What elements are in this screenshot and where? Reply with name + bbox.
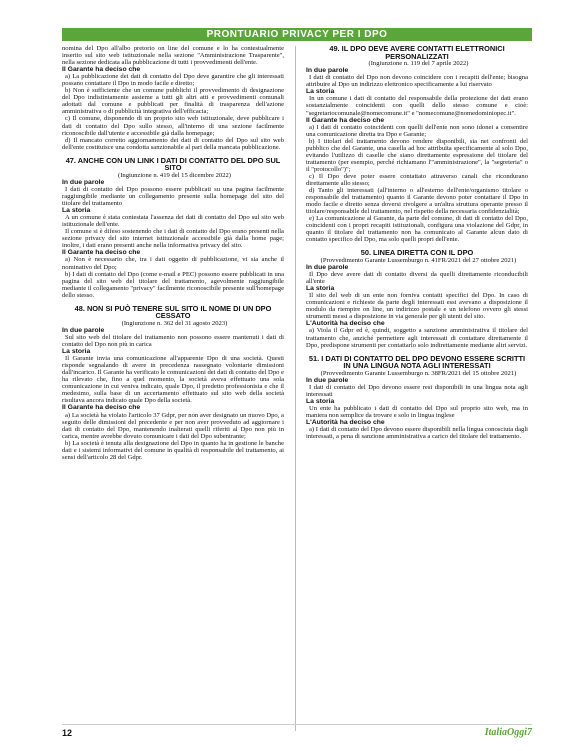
section-47-garante-heading: Il Garante ha deciso che <box>62 249 141 257</box>
section-49-storia: In un comune i dati di contatto del responsabile della protezione dei dati erano sostanzialmente coincidenti con quelli dello stesso comune e cioè: "segretariocomunale@nomecomune.it" e "nomecomune@nomedominiopec.it". <box>306 95 528 117</box>
section-47-in-due-parole-heading: In due parole <box>62 178 105 186</box>
section-51-ref: (Provvedimento Garante Lussemburgo n. 38FR/2021 del 15 ottobre 2021) <box>320 369 517 377</box>
section-48-in-due-parole: Sul sito web del titolare del trattamento non possono essere mantenuti i dati di contatto del Dpo non più in carica <box>62 334 284 349</box>
section-48-title: 48. NON SI PUÒ TENERE SUL SITO IL NOME DI UN DPO CESSATO <box>74 303 272 321</box>
section-50-in-due-parole: Il Dpo deve avere dati di contatto diversi da quelli direttamente riconducibili all'ente <box>306 271 528 286</box>
section-50-storia-heading: La storia <box>306 285 335 293</box>
section-47-in-due-parole: I dati di contatto del Dpo possono essere pubblicati su una pagina facilmente raggiungibile mediante un collegamento presente sulla homepage del sito del titolare del trattamento <box>62 185 284 208</box>
intro-item: c) Il comune, disponendo di un proprio sito web istituzionale, deve pubblicare i dati di contatto del Dpo sullo stesso, all'interno di una sezione facilmente riconoscibile dall'utente e accessibile già dalla homepage; <box>62 115 284 137</box>
section-48-in-due-parole-heading: In due parole <box>62 326 105 334</box>
section-50-in-due-parole-heading: In due parole <box>306 264 349 272</box>
intro-item: d) Il mancato corretto aggiornamento dei dati di contatto del Dpo sul sito web dell'ente costituisce una condotta sanzionabile al pari della mancata pubblicazione. <box>62 136 284 151</box>
section-51-garante-heading: L'Autorità ha deciso che <box>306 419 385 427</box>
section-51-storia: Un ente ha pubblicato i dati di contatto del Dpo sul proprio sito web, ma in maniera non semplice da trovare e solo in lingua inglese <box>306 405 528 420</box>
intro-paragraph: nomina del Dpo all'albo pretorio on line del comune e lo ha contestualmente inserito sul sito web istituzionale nella sezione "Amministrazione Trasparente", nella sezione dedicata alla pubblicazione di tutti i provvedimenti dell'ente. <box>62 45 284 67</box>
page-header-banner: PRONTUARIO PRIVACY PER I DPO <box>62 28 532 41</box>
section-49-garante-item: d) Tanto gli interessati (all'interno o all'esterno dell'ente/organismo titolare o responsabile del trattamento) quanto il Garante devono poter contattare il Dpo in modo facile e diretto senza doversi rivolgere a un'altra struttura operante presso il titolare/responsabile del trattamento, nel rispetto della necessaria confidenzialità; <box>306 187 528 216</box>
publication-logo: ItaliaOggi7 <box>484 727 532 738</box>
left-column <box>62 45 284 461</box>
section-47-ref: (Ingiunzione n. 419 del 15 dicembre 2022) <box>118 171 231 179</box>
section-48-garante-item: a) La società ha violato l'articolo 37 Gdpr, per non aver designato un nuovo Dpo, a seguito delle dimissioni del precedente e per non aver provveduto ad aggiornare i dati di contatto del Dpo, mantenendo inalterati quelli riferiti al Dpo non più in carica, mentre avrebbe dovuto comunicare i dati del Dpo subentrante; <box>62 411 284 440</box>
intro-garante-heading: Il Garante ha deciso che <box>62 66 141 74</box>
section-51-title: 51. I DATI DI CONTATTO DEL DPO DEVONO ESSERE SCRITTI IN UNA LINGUA NOTA AGLI INTERESSATI <box>308 353 526 371</box>
section-47-storia-heading: La storia <box>62 207 91 215</box>
section-50-garante-heading: L'Autorità ha deciso che <box>306 320 385 328</box>
section-49-in-due-parole-heading: In due parole <box>306 67 349 75</box>
section-49-title: 49. IL DPO DEVE AVERE CONTATTI ELETTRONICI PERSONALIZZATI <box>329 44 505 61</box>
section-50-ref: (Provvedimento Garante Lussemburgo n. 41FR/2021 del 27 ottobre 2021) <box>320 257 517 264</box>
page-number: 12 <box>62 728 73 738</box>
section-49-garante-item: b) I titolari del trattamento devono rendere disponibili, sia nei confronti del pubblico che del Garante, una casella ad hoc attribuita specificamente al solo Dpo, evitando l'utilizzo di caselle che siano direttamente espressione del titolare del trattamento (per esempio, perché richiamano l'"amministrazione", la "segreteria" o il "protocollo")"; <box>306 137 528 173</box>
section-47-title: 47. ANCHE CON UN LINK I DATI DI CONTATTO DEL DPO SUL SITO <box>65 155 281 173</box>
section-51-in-due-parole: I dati di contatto del Dpo devono essere resi disponibili in una lingua nota agli interessati <box>306 383 528 398</box>
section-49-storia-heading: La storia <box>306 88 335 96</box>
section-48-garante-heading: Il Garante ha deciso che <box>62 404 141 412</box>
section-48-storia-heading: La storia <box>62 348 91 356</box>
section-47-storia: Il comune si è difeso sostenendo che i dati di contatto del Dpo erano presenti nella sezione privacy del sito internet istituzionale accessibile già dalla home page; inoltre, i dati erano presenti anche nella informativa privacy del sito. <box>62 228 284 250</box>
section-49-garante-heading: Il Garante ha deciso che <box>306 116 385 124</box>
intro-item: a) La pubblicazione dei dati di contatto del Dpo deve garantire che gli interessati possano contattare il Dpo in modo facile e diretto; <box>62 73 284 88</box>
section-47-garante-item: b) I dati di contatto del Dpo (come e-mail e PEC) possono essere pubblicati in una pagina del sito web del titolare del trattamento, agevolmente raggiungibile mediante il collegamento "privacy" facilmente riconoscibile presente sull'homepage dello stesso. <box>62 270 284 299</box>
section-51-storia-heading: La storia <box>306 397 335 405</box>
section-49-garante-item: e) La comunicazione al Garante, da parte del comune, di dati di contatto del Dpo, coincidenti con i propri recapiti istituzionali, configura una violazione del Gdpr, in quanto il titolare del trattamento non ha comunicato al Garante alcun dato di contatto specifico del Dpo, ma solo quelli propri dell'ente. <box>306 215 528 244</box>
footer-rule <box>62 724 532 725</box>
right-column <box>306 45 528 440</box>
section-49-garante-item: c) Il Dpo deve poter essere contattato attraverso canali che ricondurano direttamente allo stesso; <box>306 172 528 187</box>
section-48-storia: Il Garante invia una comunicazione all'apparente Dpo di una società. Questi risponde segnalando di avere in precedenza rassegnato volontarie dimissioni dall'incarico. Il Garante ha verificato le comunicazioni dei dati di contatto del Dpo e ha rilevato che, fino a quel momento, la società aveva effettuato una sola comunicazione in cui veniva indicato, quale Dpo, il predetto professionista e che il medesimo, sulla base di un accertamento effettuato sul sito web della società risultava ancora indicato quale Dpo della società. <box>62 355 284 405</box>
section-48-garante-item: b) La società è tenuta alla designazione del Dpo in quanto ha in gestione le banche dati e i sistemi informativi del comune in qualità di responsabile del trattamento, ai sensi dell'articolo 28 del Gdpr. <box>62 439 284 461</box>
section-50-title: 50. LINEA DIRETTA CON IL DPO <box>360 248 474 258</box>
section-49-garante-item: a) I dati di contatto coincidenti con quelli dell'ente non sono idonei a consentire una comunicazione diretta tra Dpo e Garante; <box>306 123 528 138</box>
intro-item: b) Non è sufficiente che un comune pubblichi il provvedimento di designazione del Dpo indistintamente assieme a tutti gli altri atti e provvedimenti comunali adottati dal comune e pubblicati per finalità di trasparenza dell'azione amministrativa o di pubblicità integrativa dell'efficacia; <box>62 87 284 116</box>
column-divider <box>295 46 296 731</box>
section-51-garante-item: a) I dati di contatto del Dpo devono essere disponibili nella lingua conosciuta dagli interessati, a pena di sanzione amministrativa a carico del titolare del trattamento. <box>306 426 528 441</box>
section-49-in-due-parole: I dati di contatto del Dpo non devono coincidere con i recapiti dell'ente; bisogna attribuire al Dpo un indirizzo elettronico specificamente a lui riservato <box>306 74 528 89</box>
section-50-storia: Il sito del web di un ente non forniva contatti specifici del Dpo. In caso di comunicazioni e richieste da parte degli interessati essi avevano a disposizione il modulo da riempire on line, un indirizzo postale e un telefono ovvero gli stessi strumenti messi a disposizione in via generale per gli utenti del sito. <box>306 292 528 321</box>
section-48-ref: (Ingiunzione n. 362 del 31 agosto 2023) <box>121 319 228 327</box>
section-47-storia: A un comune è stata contestata l'assenza dei dati di contatto del Dpo sul sito web istituzionale dell'ente. <box>62 214 284 229</box>
section-50-garante-item: a) Viola il Gdpr ed è, quindi, soggetto a sanzione amministrativa il titolare del trattamento che, anziché permettere agli interessati di contattare direttamente il Dpo, predispone strumenti per contattarlo solo indirettamente mediante altri servizi. <box>306 327 528 349</box>
section-47-garante-item: a) Non è necessario che, tra i dati oggetto di pubblicazione, vi sia anche il nominativo del Dpo; <box>62 256 284 271</box>
section-51-in-due-parole-heading: In due parole <box>306 376 349 384</box>
section-49-ref: (Ingiunzione n. 119 del 7 aprile 2022) <box>368 60 469 68</box>
